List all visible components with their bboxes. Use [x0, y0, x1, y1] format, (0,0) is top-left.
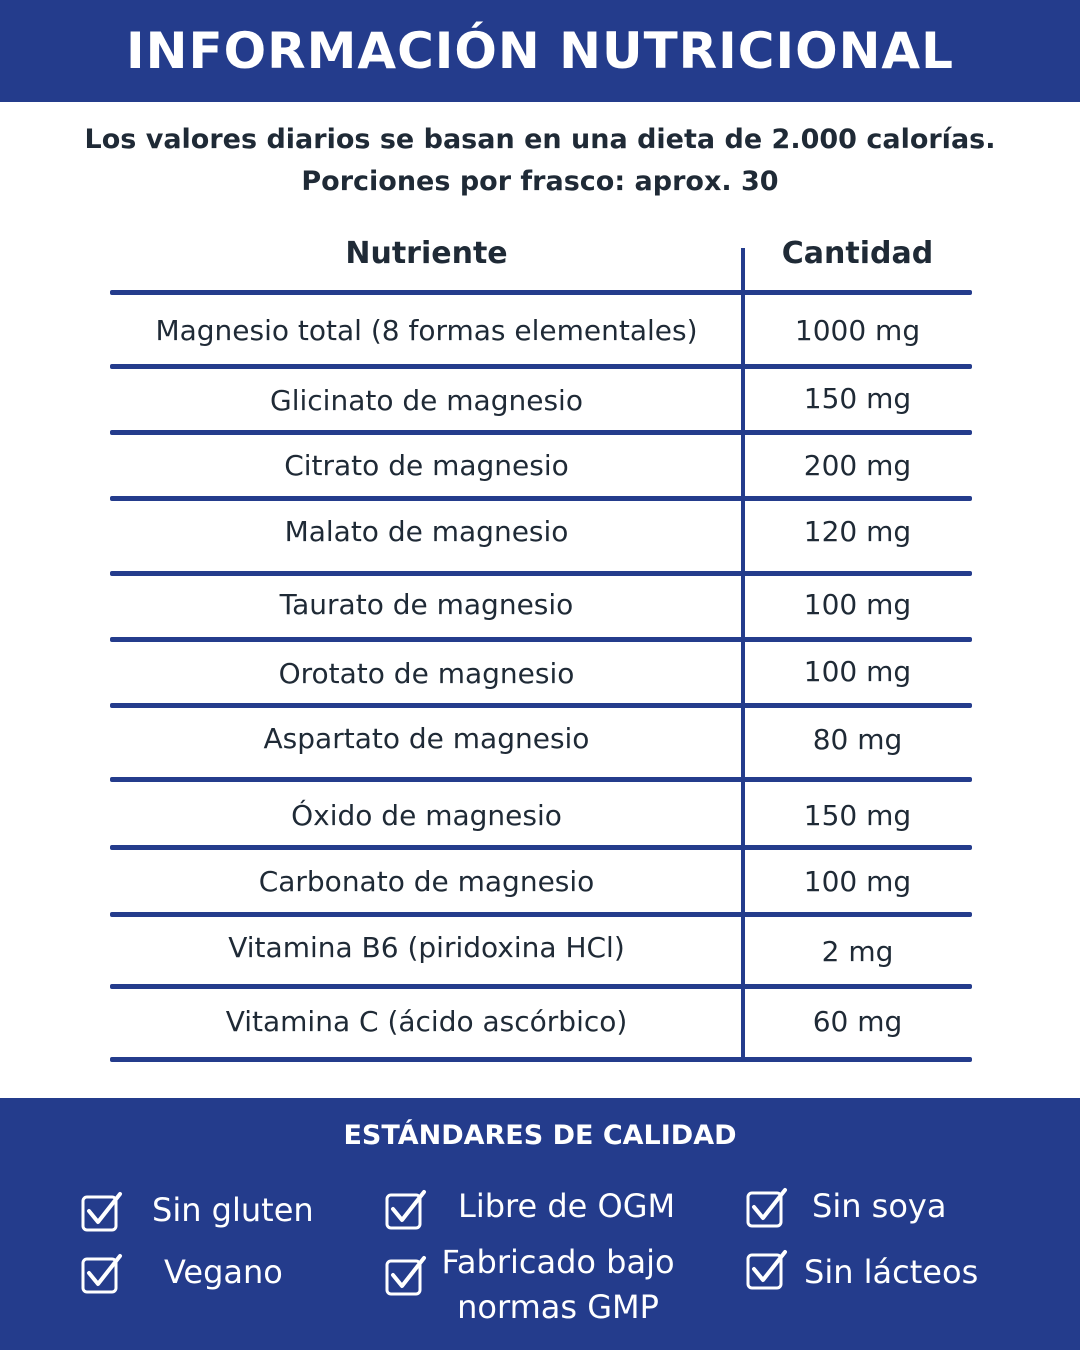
quality-item-label-line2: normas GMP: [457, 1288, 659, 1326]
quality-item-label: Sin soya: [812, 1187, 947, 1225]
row-amount: 150 mg: [803, 382, 912, 415]
row-amount: 120 mg: [803, 515, 912, 548]
row-divider: [110, 571, 972, 576]
row-nutrient: Glicinato de magnesio: [270, 384, 583, 417]
check-icon: [80, 1190, 124, 1234]
quality-item-label: Sin lácteos: [804, 1253, 979, 1291]
row-divider: [110, 364, 972, 369]
row-nutrient: Malato de magnesio: [284, 515, 569, 548]
nutrition-table: [110, 236, 972, 1066]
quality-item-label: Fabricado bajo: [441, 1243, 675, 1281]
row-divider: [110, 430, 972, 435]
row-amount: 1000 mg: [794, 314, 921, 347]
servings-note: Porciones por frasco: aprox. 30: [301, 166, 779, 197]
header-banner: [0, 0, 1080, 102]
row-nutrient: Magnesio total (8 formas elementales): [155, 314, 698, 347]
quality-standards-title: ESTÁNDARES DE CALIDAD: [343, 1120, 737, 1151]
row-amount: 60 mg: [812, 1005, 903, 1038]
quality-item-label: Libre de OGM: [458, 1187, 676, 1225]
row-nutrient: Taurato de magnesio: [279, 588, 574, 621]
page-title: INFORMACIÓN NUTRICIONAL: [126, 22, 954, 80]
row-divider: [110, 496, 972, 501]
row-nutrient: Vitamina B6 (piridoxina HCl): [228, 931, 625, 964]
row-nutrient: Vitamina C (ácido ascórbico): [225, 1005, 628, 1038]
row-amount: 200 mg: [803, 449, 912, 482]
row-amount: 100 mg: [803, 588, 912, 621]
row-divider: [110, 777, 972, 782]
column-header-nutrient: Nutriente: [345, 236, 508, 271]
row-amount: 150 mg: [803, 799, 912, 832]
row-divider: [110, 637, 972, 642]
row-nutrient: Orotato de magnesio: [278, 657, 575, 690]
check-icon: [384, 1254, 428, 1298]
daily-values-note: Los valores diarios se basan en una dieta de 2.000 calorías.: [84, 124, 996, 155]
row-nutrient: Citrato de magnesio: [284, 449, 569, 482]
check-icon: [80, 1252, 124, 1296]
quality-item-label: Vegano: [164, 1253, 283, 1291]
row-nutrient: Aspartato de magnesio: [263, 722, 590, 755]
row-divider: [110, 984, 972, 989]
row-amount: 80 mg: [812, 723, 903, 756]
row-amount: 100 mg: [803, 655, 912, 688]
row-divider: [110, 703, 972, 708]
row-nutrient: Carbonato de magnesio: [258, 865, 595, 898]
row-amount: 2 mg: [821, 935, 894, 968]
row-amount: 100 mg: [803, 865, 912, 898]
row-divider: [110, 1057, 972, 1062]
row-divider: [110, 290, 972, 295]
row-divider: [110, 845, 972, 850]
column-header-amount: Cantidad: [781, 236, 934, 271]
row-divider: [110, 912, 972, 917]
row-nutrient: Óxido de magnesio: [291, 799, 562, 832]
check-icon: [745, 1186, 789, 1230]
check-icon: [384, 1188, 428, 1232]
quality-item-label: Sin gluten: [152, 1191, 314, 1229]
check-icon: [745, 1248, 789, 1292]
quality-standards-section: [0, 1098, 1080, 1350]
